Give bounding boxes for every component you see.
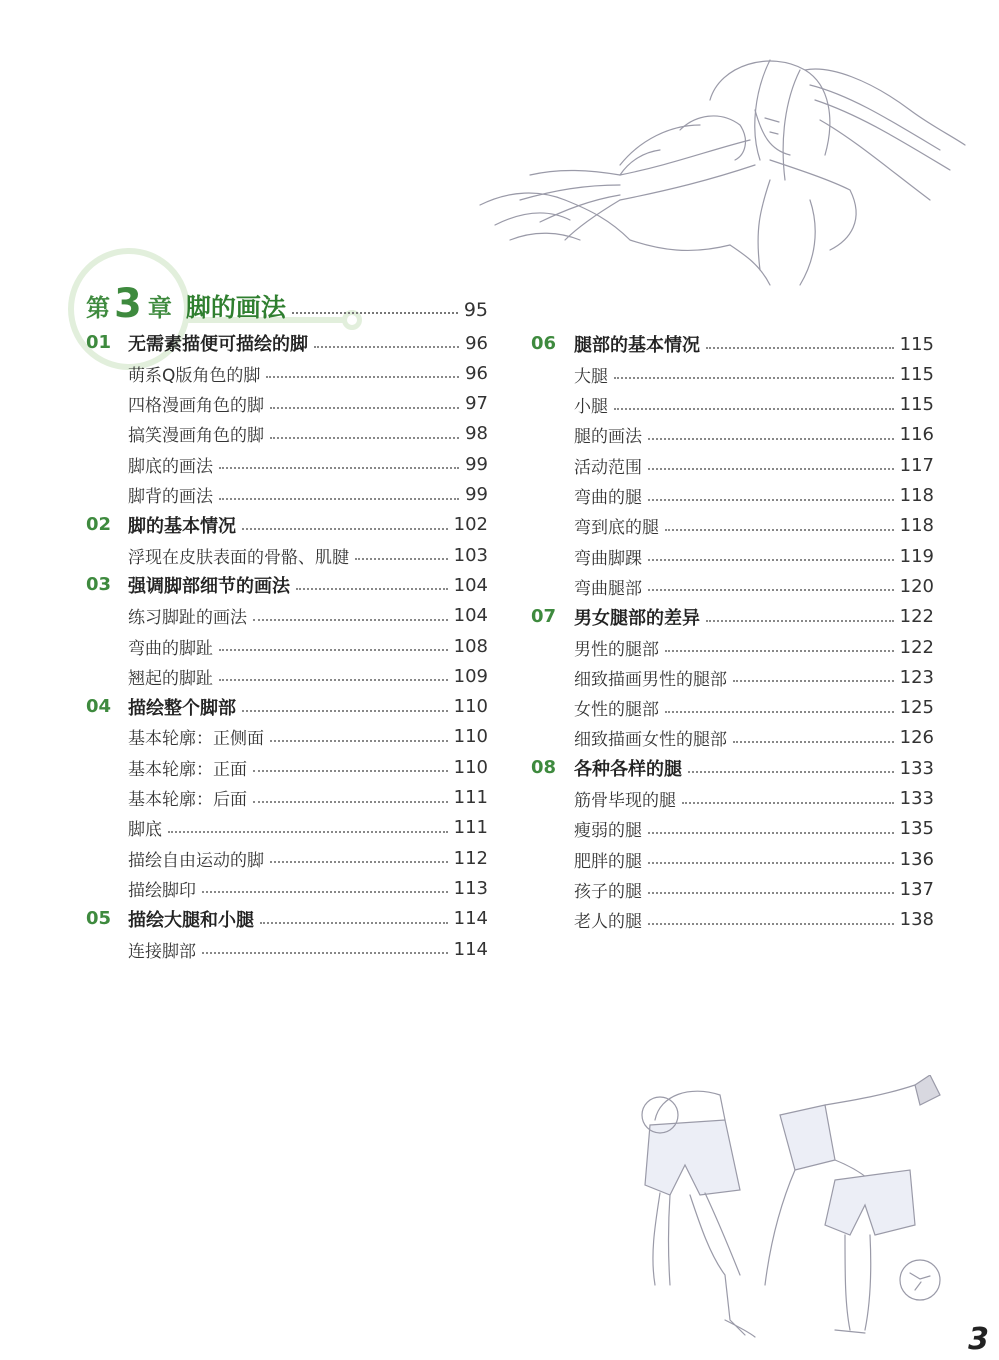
section-number: 02 (86, 513, 112, 535)
item-page: 122 (899, 636, 934, 658)
toc-item-entry[interactable] (128, 752, 488, 782)
dot-leader (270, 740, 448, 742)
item-title: 脚背的画法 (128, 487, 213, 507)
toc-item-entry[interactable] (128, 449, 488, 479)
item-title: 小腿 (574, 397, 608, 418)
section-number: 03 (86, 574, 112, 596)
item-page: 125 (899, 697, 934, 719)
toc-section-entry[interactable] (128, 692, 488, 722)
dot-leader (648, 923, 894, 925)
item-title: 筋骨毕现的腿 (574, 791, 676, 811)
item-page: 111 (453, 817, 488, 839)
item-page: 99 (465, 453, 488, 475)
item-title: 描绘自由运动的脚 (128, 850, 264, 871)
chapter-title: 脚的画法 (185, 293, 286, 322)
dot-leader (682, 802, 894, 804)
dot-leader (314, 346, 459, 348)
item-title: 脚底 (128, 820, 162, 841)
toc-section-entry[interactable] (574, 329, 934, 359)
toc-item-entry[interactable] (128, 480, 488, 510)
item-page: 126 (899, 727, 934, 749)
item-page: 110 (453, 756, 488, 778)
item-title: 四格漫画角色的脚 (128, 396, 264, 417)
toc-item-entry[interactable] (574, 511, 934, 541)
toc-item-entry[interactable] (128, 934, 488, 964)
item-page: 116 (899, 424, 934, 446)
item-page: 115 (899, 394, 934, 416)
chapter-prefix: 第 (86, 294, 110, 322)
toc-section-entry[interactable] (128, 904, 488, 934)
section-page: 133 (899, 757, 934, 779)
toc-item-entry[interactable] (574, 874, 934, 904)
section-page: 110 (453, 696, 488, 718)
section-title: 无需素描便可描绘的脚 (128, 334, 308, 355)
toc-section-entry[interactable] (574, 602, 934, 632)
toc-section-entry[interactable] (128, 570, 488, 600)
toc-item-entry[interactable] (128, 783, 488, 813)
toc-item-entry[interactable] (574, 359, 934, 389)
item-title: 脚底的画法 (128, 456, 213, 477)
item-page: 99 (465, 484, 488, 505)
toc-item-entry[interactable] (574, 390, 934, 420)
item-page: 103 (453, 544, 488, 566)
dot-leader (706, 620, 894, 622)
item-title: 弯曲的腿 (574, 488, 642, 508)
section-title: 描绘大腿和小腿 (128, 909, 254, 931)
toc-item-entry[interactable] (128, 631, 488, 661)
dot-leader (648, 589, 894, 591)
item-title: 弯曲脚踝 (574, 548, 642, 569)
item-title: 翘起的脚趾 (128, 668, 213, 689)
item-page: 113 (453, 877, 488, 899)
dot-leader (270, 861, 448, 863)
item-title: 女性的腿部 (574, 700, 659, 721)
dot-leader (270, 437, 459, 439)
dot-leader (355, 558, 448, 560)
item-page: 111 (453, 787, 488, 808)
section-title: 腿部的基本情况 (574, 335, 700, 356)
dot-leader (648, 862, 894, 864)
item-title: 练习脚趾的画法 (128, 608, 247, 629)
dot-leader (665, 650, 894, 652)
toc-item-entry[interactable] (574, 693, 934, 723)
page-number: 3 (968, 1322, 989, 1357)
item-title: 肥胖的腿 (574, 851, 642, 872)
dot-leader (648, 892, 894, 894)
section-page: 114 (453, 908, 488, 930)
toc-item-entry[interactable] (574, 481, 934, 511)
toc-item-entry[interactable] (574, 571, 934, 601)
item-page: 137 (899, 878, 934, 900)
dot-leader (614, 377, 894, 379)
toc-item-entry[interactable] (574, 814, 934, 844)
dot-leader (292, 312, 458, 314)
section-number: 04 (86, 695, 112, 717)
item-title: 基本轮廓：正侧面 (128, 729, 264, 750)
dot-leader (648, 559, 894, 561)
section-title: 各种各样的腿 (574, 759, 682, 781)
toc-item-entry[interactable] (574, 844, 934, 874)
toc-section-entry[interactable] (128, 510, 488, 540)
dot-leader (219, 467, 459, 469)
toc-item-entry[interactable] (574, 450, 934, 480)
toc-item-entry[interactable] (574, 541, 934, 571)
dot-leader (665, 529, 894, 531)
item-title: 大腿 (574, 366, 608, 387)
item-page: 135 (899, 818, 934, 840)
item-page: 98 (465, 423, 488, 445)
toc-item-entry[interactable] (128, 722, 488, 752)
anime-girl-sketch (470, 40, 970, 290)
dot-leader (253, 801, 448, 803)
section-number: 01 (86, 332, 112, 353)
item-page: 123 (899, 666, 934, 688)
toc-item-entry[interactable] (574, 662, 934, 692)
dot-leader (733, 741, 894, 743)
item-title: 老人的腿 (574, 912, 642, 933)
dot-leader (266, 376, 459, 378)
dot-leader (242, 528, 448, 530)
item-page: 120 (899, 575, 934, 597)
dot-leader (260, 922, 448, 924)
toc-item-entry[interactable] (128, 358, 488, 388)
chapter-suffix: 章 (147, 294, 172, 322)
chapter-number: 3 (114, 281, 142, 327)
section-page: 122 (899, 606, 934, 628)
dot-leader (614, 408, 894, 410)
item-title: 弯到底的腿 (574, 518, 659, 539)
dot-leader (253, 619, 448, 621)
dot-leader (296, 588, 448, 590)
chapter-heading[interactable] (86, 280, 488, 327)
item-title: 连接脚部 (128, 941, 196, 962)
item-title: 男性的腿部 (574, 639, 659, 660)
dot-leader (202, 952, 448, 954)
dot-leader (733, 680, 894, 682)
section-page: 115 (899, 333, 934, 355)
toc-section-entry[interactable] (128, 328, 488, 358)
section-number: 07 (531, 605, 557, 627)
dot-leader (648, 468, 894, 470)
item-title: 孩子的腿 (574, 881, 642, 902)
item-page: 96 (465, 362, 488, 384)
toc-item-entry[interactable] (574, 420, 934, 450)
dot-leader (202, 891, 448, 893)
section-page: 96 (465, 332, 488, 354)
dot-leader (219, 679, 448, 681)
item-page: 136 (899, 848, 934, 870)
item-page: 119 (899, 545, 934, 567)
toc-item-entry[interactable] (128, 843, 488, 873)
chapter-page: 95 (463, 299, 488, 321)
toc-item-entry[interactable] (128, 661, 488, 691)
toc-item-entry[interactable] (128, 601, 488, 631)
item-title: 基本轮廓：后面 (128, 790, 247, 810)
section-page: 102 (453, 514, 488, 536)
dot-leader (253, 770, 448, 772)
item-title: 浮现在皮肤表面的骨骼、肌腱 (128, 547, 349, 568)
toc-item-entry[interactable] (128, 389, 488, 419)
dot-leader (648, 832, 894, 834)
item-page: 138 (899, 909, 934, 931)
item-page: 115 (899, 363, 934, 385)
toc-section-entry[interactable] (574, 753, 934, 783)
section-title: 男女腿部的差异 (574, 607, 700, 629)
item-page: 108 (453, 635, 488, 657)
toc-item-entry[interactable] (574, 723, 934, 753)
toc-item-entry[interactable] (128, 419, 488, 449)
toc-item-entry[interactable] (128, 813, 488, 843)
toc-item-entry[interactable] (128, 540, 488, 570)
dot-leader (665, 711, 894, 713)
dot-leader (270, 407, 459, 409)
dot-leader (688, 771, 894, 773)
toc-item-entry[interactable] (128, 873, 488, 903)
toc-item-entry[interactable] (574, 905, 934, 935)
soccer-players-sketch (630, 1075, 960, 1340)
item-page: 97 (465, 393, 488, 415)
item-title: 细致描画女性的腿部 (574, 730, 727, 751)
section-number: 08 (531, 757, 557, 779)
item-title: 基本轮廓：正面 (128, 759, 247, 780)
item-page: 110 (453, 726, 488, 748)
item-page: 118 (899, 485, 934, 506)
dot-leader (168, 831, 448, 833)
item-title: 萌系Q版角色的脚 (128, 365, 261, 386)
toc-item-entry[interactable] (574, 784, 934, 814)
section-number: 05 (86, 907, 112, 929)
dot-leader (242, 710, 448, 712)
dot-leader (219, 649, 448, 651)
item-page: 118 (899, 515, 934, 537)
item-page: 112 (453, 847, 488, 869)
item-page: 104 (453, 605, 488, 627)
section-title: 脚的基本情况 (128, 515, 236, 537)
section-number: 06 (531, 333, 557, 354)
item-title: 弯曲腿部 (574, 578, 642, 599)
dot-leader (706, 347, 894, 349)
dot-leader (219, 498, 459, 500)
item-page: 133 (899, 788, 934, 809)
item-title: 细致描画男性的腿部 (574, 669, 727, 690)
section-title: 描绘整个脚部 (128, 697, 236, 719)
dot-leader (648, 499, 894, 501)
item-page: 117 (899, 454, 934, 476)
toc-item-entry[interactable] (574, 632, 934, 662)
section-page: 104 (453, 574, 488, 596)
item-title: 描绘脚印 (128, 880, 196, 901)
item-title: 瘦弱的腿 (574, 821, 642, 842)
dot-leader (648, 438, 894, 440)
item-page: 114 (453, 938, 488, 960)
section-title: 强调脚部细节的画法 (128, 576, 290, 598)
item-title: 活动范围 (574, 457, 642, 478)
item-title: 腿的画法 (574, 427, 642, 448)
item-title: 搞笑漫画角色的脚 (128, 426, 264, 447)
item-page: 109 (453, 665, 488, 687)
item-title: 弯曲的脚趾 (128, 638, 213, 659)
